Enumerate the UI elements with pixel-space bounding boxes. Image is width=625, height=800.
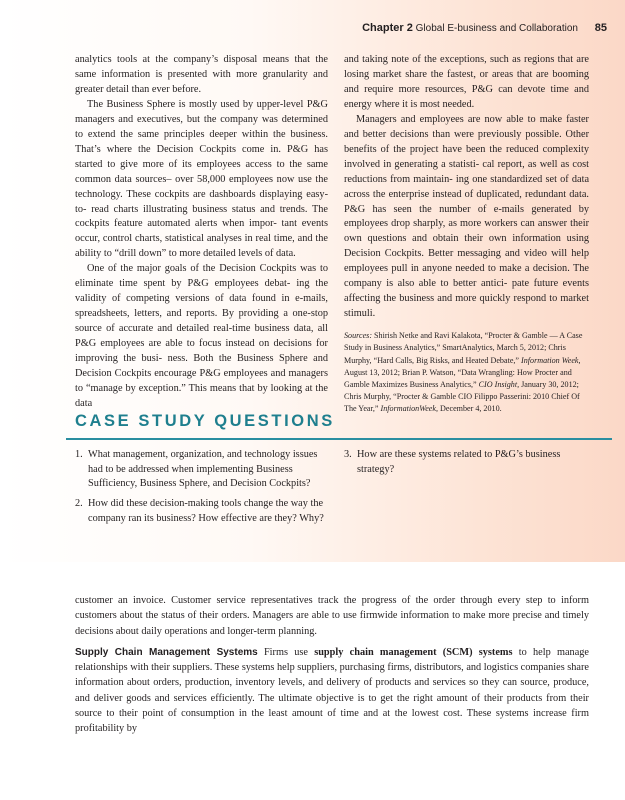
case-sources bbox=[344, 330, 589, 415]
text-line: reduced complexity involved in generating a statisti- bbox=[344, 143, 589, 170]
text-line: faster and better decisions than were previously bbox=[344, 113, 589, 140]
text-line: ing one standardized set of data across the enterprise bbox=[344, 173, 590, 200]
paragraph bbox=[75, 262, 328, 412]
text-line: employees access to the same common data sources– bbox=[75, 158, 328, 185]
section-heading: Supply Chain Management Systems bbox=[75, 646, 258, 658]
text-line: pate future events affecting the business and more bbox=[344, 278, 589, 305]
source-text: December 4, 2010. bbox=[438, 404, 502, 414]
source-publication: InformationWeek, bbox=[380, 404, 439, 414]
question-text: How did these decision-making tools change the way the company ran its business? How effective are they? Why? bbox=[88, 498, 324, 524]
text-line: in real time, and the ability to “drill down” to more bbox=[75, 233, 328, 260]
chapter-title: Global E-business and Collaboration bbox=[415, 23, 578, 34]
text-line: in e-mails, spreadsheets, letters, and reports. By bbox=[75, 293, 329, 320]
chapter-label: Chapter 2 bbox=[362, 22, 413, 34]
paragraph bbox=[75, 53, 328, 98]
text-line: P&G managers and executives, but the company was bbox=[75, 98, 328, 125]
text-line: The Business Sphere is mostly used by upper-level bbox=[87, 98, 304, 110]
text-line: and taking note of the exceptions, such as regions that bbox=[344, 54, 574, 65]
text-line: real-time business data, all P&G employees are able bbox=[75, 323, 328, 350]
text-line: booming and require more resources, P&G can devote bbox=[344, 68, 589, 95]
case-column-left bbox=[75, 53, 328, 412]
text-line: sharply, as more workers can answer their own bbox=[344, 218, 590, 245]
text-run: to help manage relationships with their suppliers. These systems help suppliers, purchasing firms, distributors, and logistics companies share information about orders, production, inventory levels, and delivery of products and services so they can source, produce, and deliver goods and services efficiently. The ultimate objective is to get the right amount of their products from their source to their point of consumption in the least amount of time and at the lowest cost. These systems increase firm profitability by bbox=[75, 646, 590, 735]
paragraph bbox=[344, 53, 589, 113]
question-text: What management, organization, and technology issues had to be addressed when implementing Business Sufficiency, Business Sphere, and Decision Cockpits? bbox=[88, 449, 318, 490]
question-text: How are these systems related to P&G’s business strategy? bbox=[357, 449, 561, 475]
text-line: determined to extend the same principles deeper bbox=[75, 113, 329, 140]
text-line: within the business. That’s where the Decision bbox=[75, 128, 329, 155]
source-text: August 13, 2012; Brian P. Watson, “Data Wrangling: How Procter and Gamble Maximizes Business Analytics,” bbox=[344, 367, 572, 389]
text-line: ing the validity of competing versions of data found bbox=[75, 278, 329, 305]
case-question-3 bbox=[344, 448, 584, 477]
text-line: The cockpits feature automated alerts when impor- bbox=[75, 203, 328, 230]
text-line: help employees pull in anyone needed to make a bbox=[344, 248, 589, 275]
text-line: that the same information is presented with more bbox=[75, 54, 328, 80]
source-publication: Information Week, bbox=[521, 355, 581, 365]
heading-rule bbox=[66, 438, 612, 440]
text-line: Cockpits come in. P&G has started to give more of its bbox=[75, 143, 329, 170]
key-term: supply chain management (SCM) systems bbox=[314, 646, 513, 658]
text-line: Decision Cockpits. Better messaging and video will bbox=[344, 248, 568, 260]
text-line: was to eliminate time spent by P&G employees debat- bbox=[75, 263, 329, 290]
source-text: Shirish Netke and Ravi Kalakota, “Procter & Gamble — A Case Study in Business Analytics,” SmartAnalytics, March 5, 2012; Chris Murphy, “Hard Calls, Big Risks, and Heated Debate,” bbox=[344, 331, 583, 365]
text-line: over 58,000 employees now use the technology. bbox=[75, 173, 328, 200]
question-number: 3. bbox=[344, 449, 352, 460]
case-question-2 bbox=[75, 497, 325, 526]
text-line: granularity and greater detail than ever before. bbox=[75, 68, 328, 95]
text-line: questions and obtain their own information using bbox=[367, 233, 589, 245]
page-number: 85 bbox=[594, 22, 607, 34]
text-line: by exception.” This means that by looking at the data bbox=[75, 382, 329, 409]
case-column-right bbox=[344, 53, 589, 416]
sources-label: Sources: bbox=[344, 331, 373, 341]
text-line: quickly respond to market stimuli. bbox=[344, 293, 589, 320]
text-line: cal report, as well as cost reductions from maintain- bbox=[344, 158, 589, 185]
text-line: tant events occur, control charts, statistical analyses bbox=[75, 218, 328, 245]
text-line: providing a one-stop source of accurate and detailed bbox=[75, 308, 328, 335]
main-body-text bbox=[75, 593, 589, 737]
text-line: are losing market share the fastest, or areas that are bbox=[344, 54, 589, 80]
paragraph bbox=[75, 98, 328, 262]
text-line: instead of duplicated, redundant data. P&G has seen bbox=[344, 188, 589, 215]
text-line: analytics tools at the company’s disposal means bbox=[75, 54, 290, 65]
text-line: possible. Other benefits of the project have been the bbox=[344, 128, 589, 155]
question-number: 2. bbox=[75, 498, 83, 509]
text-line: detailed levels of data. bbox=[203, 248, 296, 260]
text-line: One of the major goals of the Decision Cockpits bbox=[87, 263, 297, 275]
source-text: January 30, 2012; Chris Murphy, “Procter & Gamble CIO Filippo Passerini: 2010 Chief Of The Year,” bbox=[344, 379, 580, 414]
text-run: Firms use bbox=[257, 646, 315, 658]
text-line: encourage P&G employees and managers to “manage bbox=[75, 368, 328, 394]
text-line: These cockpits are dashboards displaying easy-to- bbox=[75, 188, 329, 215]
question-number: 1. bbox=[75, 449, 83, 460]
paragraph bbox=[75, 645, 589, 737]
text-line: decision. The company is also able to better antici- bbox=[344, 263, 589, 290]
text-line: to focus instead on decisions for improving the busi- bbox=[75, 338, 328, 365]
text-line: time and energy where it is most needed. bbox=[344, 83, 589, 110]
paragraph: customer an invoice. Customer service representatives track the progress of the order through every step to inform customers about the status of their orders. Managers are able to use firmwide information to make more precise and timely decisions about daily operations and longer-term planning. bbox=[75, 595, 589, 637]
text-line: ness. Both the Business Sphere and Decision Cockpits bbox=[75, 353, 328, 380]
case-question-1 bbox=[75, 448, 325, 492]
text-line: read charts illustrating business status and trends. bbox=[91, 203, 308, 215]
running-header bbox=[362, 22, 607, 34]
case-study-questions-heading: CASE STUDY QUESTIONS bbox=[75, 412, 335, 430]
source-publication: CIO Insight, bbox=[478, 379, 520, 389]
paragraph bbox=[344, 113, 589, 322]
text-line: Managers and employees are now able to make bbox=[356, 113, 563, 125]
text-line: the number of e-mails generated by employees drop bbox=[344, 203, 590, 230]
